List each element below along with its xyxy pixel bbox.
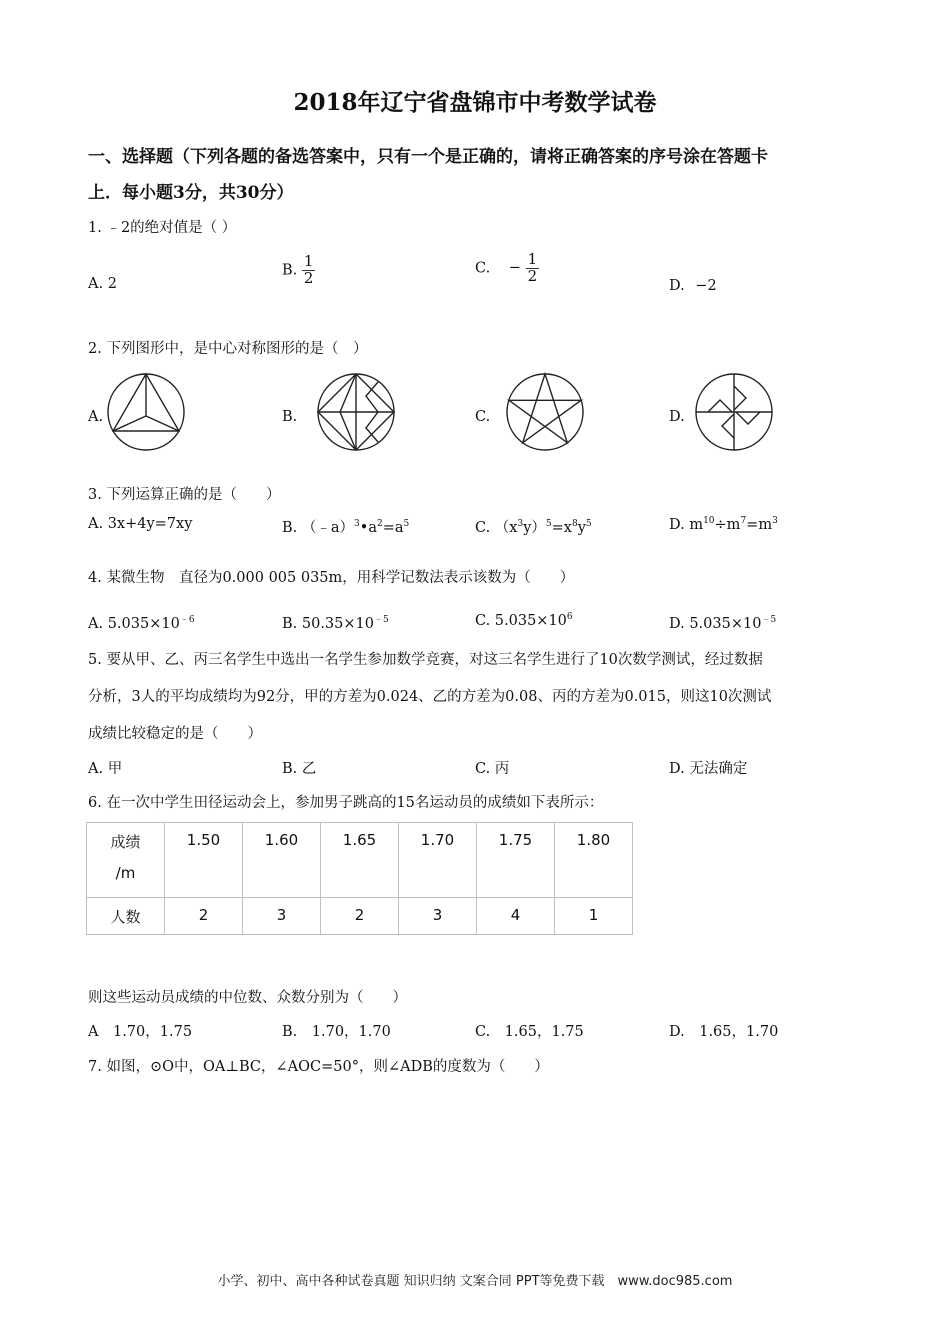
q1-stem: 1. ﹣2的绝对值是（ ） bbox=[88, 220, 237, 236]
text: C. （x bbox=[475, 520, 518, 536]
text: =a bbox=[382, 520, 404, 536]
q1-option-b-fraction bbox=[302, 254, 316, 287]
table-cell: 2 bbox=[321, 898, 399, 935]
q6-option-c: C. 1.65，1.75 bbox=[475, 1024, 584, 1040]
text: A. 5.035×10 bbox=[88, 616, 180, 632]
fraction-denominator: 2 bbox=[303, 268, 314, 287]
q5-stem-line3: 成绩比较稳定的是（ ） bbox=[88, 726, 262, 742]
exponent: ﹣6 bbox=[179, 615, 195, 625]
table-cell: 1.50 bbox=[165, 823, 243, 898]
q1-option-c-label: C. bbox=[475, 260, 491, 277]
text: D. m bbox=[669, 517, 704, 533]
q2-option-b: B. bbox=[282, 409, 298, 425]
text: B. 50.35×10 bbox=[282, 616, 374, 632]
q4-option-b bbox=[282, 612, 389, 632]
q6-option-d: D. 1.65，1.70 bbox=[669, 1024, 779, 1040]
q2-option-c: C. bbox=[475, 409, 491, 425]
text: D. 5.035×10 bbox=[669, 616, 762, 632]
q4-option-a bbox=[88, 612, 195, 632]
q2-stem: 2. 下列图形中，是中心对称图形的是（ ） bbox=[88, 341, 368, 357]
table-cell: 1.75 bbox=[477, 823, 555, 898]
q1-option-c-fraction bbox=[526, 252, 540, 285]
exponent: ﹣5 bbox=[373, 615, 389, 625]
q6-option-a: A 1.70，1.75 bbox=[88, 1024, 193, 1040]
q1-option-d bbox=[669, 278, 717, 294]
q1-option-c bbox=[475, 252, 539, 285]
exponent: 2 bbox=[376, 519, 383, 529]
section-heading-line2: 上．每小题3分，共30分） bbox=[88, 183, 294, 203]
exponent: 5 bbox=[545, 519, 552, 529]
table-header-cell: 人数 bbox=[87, 898, 165, 935]
exponent: 10 bbox=[703, 516, 715, 526]
table-row bbox=[87, 823, 633, 898]
table-row bbox=[87, 898, 633, 935]
fraction-denominator: 2 bbox=[527, 266, 538, 285]
q7-stem: 7. 如图，⊙O中，OA⊥BC，∠AOC=50°，则∠ADB的度数为（ ） bbox=[88, 1059, 549, 1075]
exponent: 3 bbox=[354, 519, 360, 529]
q6-stem: 6. 在一次中学生田径运动会上，参加男子跳高的15名运动员的成绩如下表所示： bbox=[88, 795, 604, 811]
q2-figure-a bbox=[106, 372, 186, 452]
table-cell: 2 bbox=[165, 898, 243, 935]
table-cell: 1 bbox=[555, 898, 633, 935]
page-title: 2018年辽宁省盘锦市中考数学试卷 bbox=[293, 89, 657, 116]
q2-option-a: A. bbox=[88, 409, 104, 425]
header-label: 成绩 bbox=[110, 833, 141, 851]
text: ÷m bbox=[714, 517, 741, 533]
q4-option-d bbox=[669, 612, 776, 632]
q3-option-c bbox=[475, 516, 592, 537]
q6-score-table bbox=[86, 822, 633, 935]
text: y） bbox=[523, 520, 546, 536]
page-footer: 小学、初中、高中各种试卷真题 知识归纳 文案合同 PPT等免费下载 www.doc985.com bbox=[217, 1274, 733, 1289]
text: •a bbox=[359, 520, 377, 536]
q5-option-c: C. 丙 bbox=[475, 761, 510, 777]
text: =x bbox=[551, 520, 572, 536]
table-cell: 1.65 bbox=[321, 823, 399, 898]
text: C. 5.035×10 bbox=[475, 613, 567, 629]
q1-option-c-sign: − bbox=[508, 260, 521, 277]
exponent: 8 bbox=[571, 519, 578, 529]
section-heading-line1: 一、选择题（下列各题的备选答案中，只有一个是正确的，请将正确答案的序号涂在答题卡 bbox=[88, 147, 768, 167]
table-cell: 4 bbox=[477, 898, 555, 935]
exponent: 3 bbox=[517, 519, 524, 529]
text: B. （﹣a） bbox=[282, 520, 355, 536]
q6-question: 则这些运动员成绩的中位数、众数分别为（ ） bbox=[88, 990, 407, 1006]
exponent: 5 bbox=[403, 519, 410, 529]
table-header-cell bbox=[87, 823, 165, 898]
q3-option-b bbox=[282, 516, 409, 537]
fraction-numerator: 1 bbox=[303, 252, 314, 270]
q1-option-b-label: B. bbox=[282, 262, 298, 279]
q5-option-d: D. 无法确定 bbox=[669, 761, 748, 777]
exponent: 6 bbox=[566, 612, 573, 622]
table-cell: 3 bbox=[243, 898, 321, 935]
q3-option-a: A. 3x+4y=7xy bbox=[88, 516, 193, 532]
table-cell: 1.80 bbox=[555, 823, 633, 898]
fraction-numerator: 1 bbox=[527, 250, 538, 268]
q4-option-c bbox=[475, 612, 573, 629]
q6-option-b: B. 1.70，1.70 bbox=[282, 1024, 391, 1040]
q5-stem-line2: 分析，3人的平均成绩均为92分，甲的方差为0.024、乙的方差为0.08、丙的方差为0.015，则这10次测试 bbox=[88, 689, 772, 705]
q1-option-b bbox=[282, 254, 315, 287]
q3-stem: 3. 下列运算正确的是（ ） bbox=[88, 487, 281, 503]
exponent: 3 bbox=[772, 516, 778, 526]
q1-option-d-label: D. bbox=[669, 278, 685, 294]
table-cell: 1.70 bbox=[399, 823, 477, 898]
table-cell: 1.60 bbox=[243, 823, 321, 898]
text: =m bbox=[746, 517, 773, 533]
q2-option-d: D. bbox=[669, 409, 685, 425]
q5-option-a: A. 甲 bbox=[88, 761, 123, 777]
q2-figure-d bbox=[694, 372, 774, 452]
text: y bbox=[577, 520, 586, 536]
q2-figure-b bbox=[316, 372, 396, 452]
q1-option-a: A. 2 bbox=[88, 276, 117, 292]
exponent: 7 bbox=[740, 516, 747, 526]
q3-option-d bbox=[669, 516, 778, 533]
q5-option-b: B. 乙 bbox=[282, 761, 317, 777]
q2-figure-c bbox=[505, 372, 585, 452]
q4-stem: 4. 某微生物 直径为0.000 005 035m，用科学记数法表示该数为（ ） bbox=[88, 570, 575, 586]
header-unit: /m bbox=[115, 864, 136, 882]
table-cell: 3 bbox=[399, 898, 477, 935]
exponent: 5 bbox=[585, 519, 592, 529]
q5-stem-line1: 5. 要从甲、乙、丙三名学生中选出一名学生参加数学竞赛，对这三名学生进行了10次数学测试，经过数据 bbox=[88, 652, 763, 668]
exponent: ﹣5 bbox=[761, 615, 777, 625]
q1-option-d-value: −2 bbox=[695, 278, 717, 294]
